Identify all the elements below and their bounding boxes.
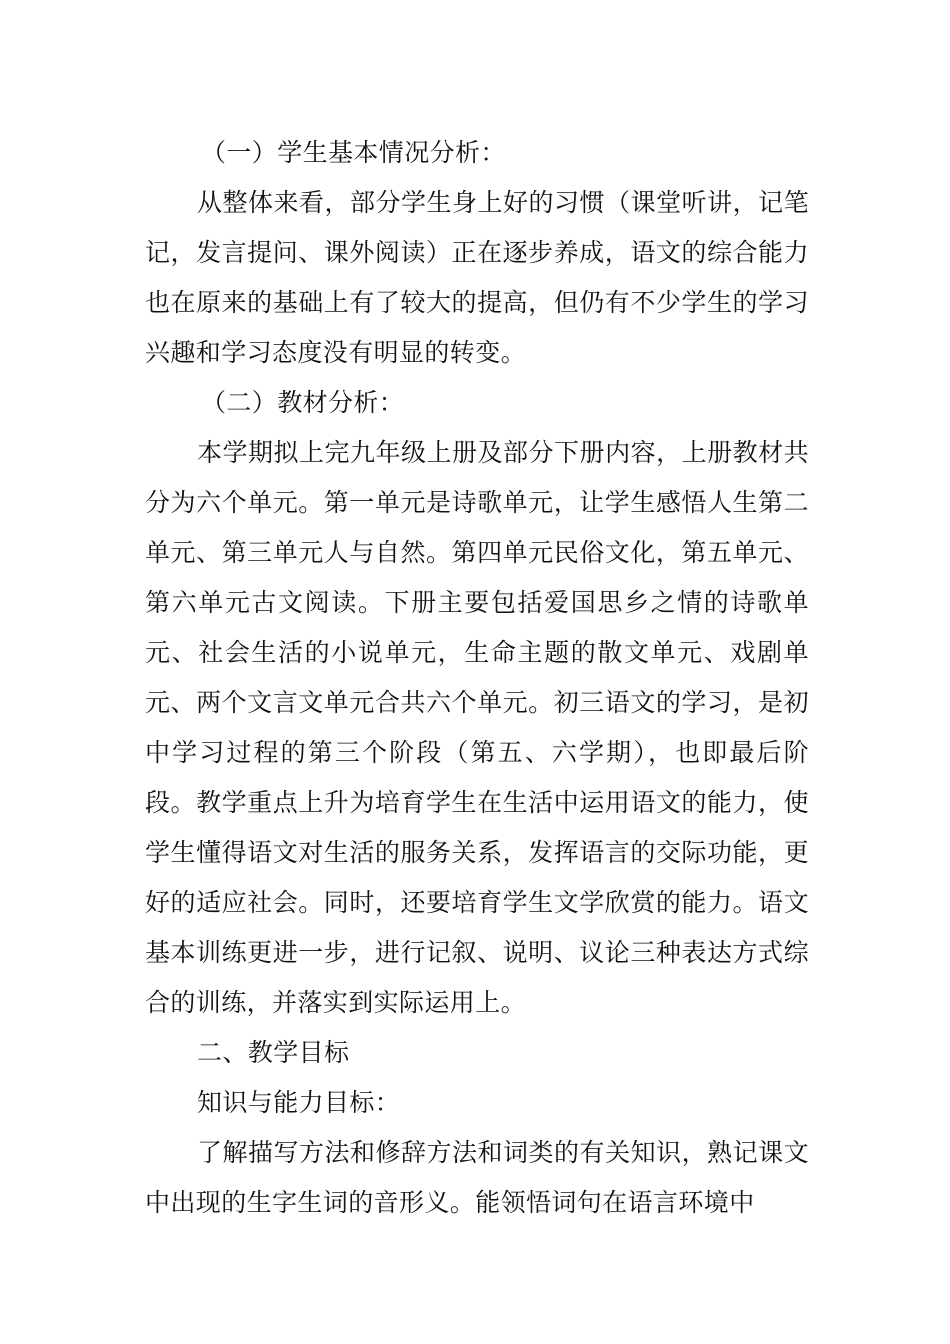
paragraph-textbook-analysis: 本学期拟上完九年级上册及部分下册内容，上册教材共分为六个单元。第一单元是诗歌单元，让学生感悟人生第二单元、第三单元人与自然。第四单元民俗文化，第五单元、第六单元古文阅读。下册主要包括爱国思乡之情的诗歌单元、社会生活的小说单元，生命主题的散文单元、戏剧单元、两个文言文单元合共六个单元。初三语文的学习，是初中学习过程的第三个阶段（第五、六学期），也即最后阶段。教学重点上升为培育学生在生活中运用语文的能力，使学生懂得语文对生活的服务关系，发挥语言的交际功能，更好的适应社会。同时，还要培育学生文学欣赏的能力。语文基本训练更进一步，进行记叙、说明、议论三种表达方式综合的训练，并落实到实际运用上。 xyxy=(145,438,809,1017)
paragraph-student-analysis: 从整体来看，部分学生身上好的习惯（课堂听讲，记笔记，发言提问、课外阅读）正在逐步养成，语文的综合能力也在原来的基础上有了较大的提高，但仍有不少学生的学习兴趣和学习态度没有明显的转变。 xyxy=(145,188,809,367)
paragraph-knowledge-ability: 了解描写方法和修辞方法和词类的有关知识，熟记课文中出现的生字生词的音形义。能领悟词句在语言环境中 xyxy=(145,1138,809,1217)
section-heading-knowledge-ability: 知识与能力目标： xyxy=(197,1088,401,1117)
section-heading-teaching-goals: 二、教学目标 xyxy=(197,1038,350,1067)
section-heading-textbook-analysis: （二）教材分析： xyxy=(201,388,405,417)
document-body xyxy=(145,128,809,1228)
section-heading-student-analysis: （一）学生基本情况分析： xyxy=(201,138,506,167)
